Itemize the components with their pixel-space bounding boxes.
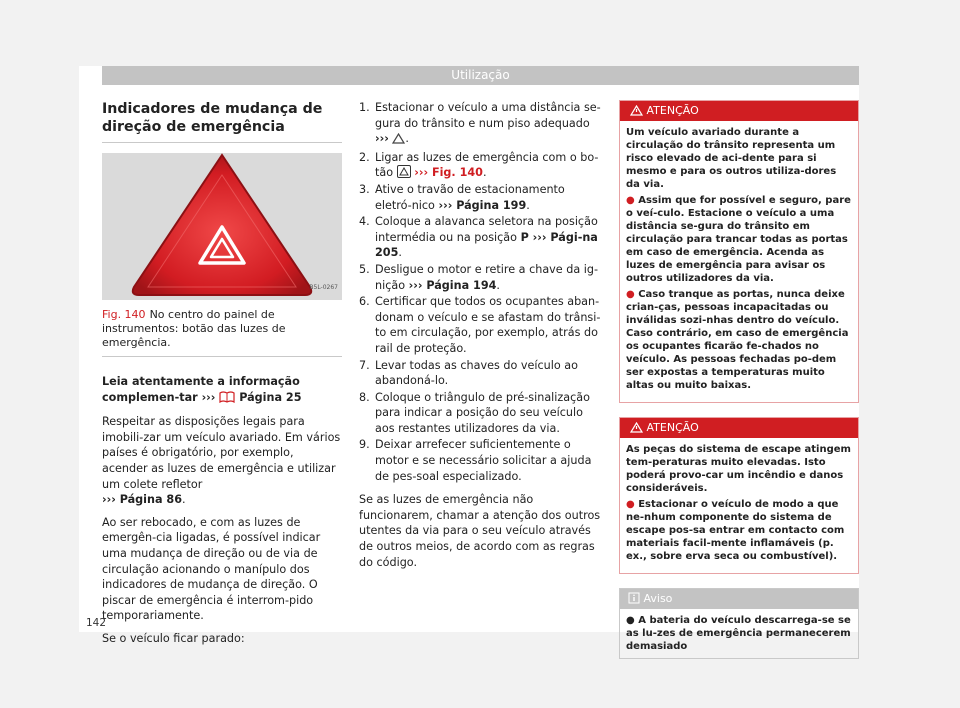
left-column (102, 100, 342, 654)
list-item (359, 150, 601, 181)
legal-text: Respeitar as disposições legais para imobili-zar um veículo avariado. Em vários países é obrigatório, por exemplo, acender as luzes de emergência e utilizar um colete refletor (102, 415, 341, 491)
step-end: . (526, 198, 530, 212)
step-number: 3. (359, 182, 370, 196)
warning-header (620, 418, 858, 438)
running-header: Utilização (102, 66, 859, 85)
warning-body (620, 438, 858, 573)
stopped-paragraph: Se o veículo ficar parado: (102, 631, 245, 645)
step-text: Estacionar o veículo a uma distância se-gura do trânsito e num piso adequado (375, 101, 601, 130)
figure-caption-text: No centro do painel de instrumentos: botão das luzes de emergência. (102, 308, 286, 349)
note-body (620, 609, 858, 658)
step-number: 4. (359, 215, 370, 229)
step-end: . (482, 166, 487, 180)
warning-box-2 (619, 417, 859, 574)
warning-body (620, 121, 858, 402)
warning-triangle-icon (630, 420, 643, 440)
hazard-button-icon (397, 165, 411, 178)
warning-bullet-text: Caso tranque as portas, nunca deixe crian-ças, pessoas incapacitadas ou inválidas sozi-nhas dentro do veículo. Caso contrário, em caso de emergência os ocupantes ficarão fe-chados no veículo. As pessoas fechadas po-dem ser expostas a temperaturas muito altas ou muito baixas. (626, 289, 849, 391)
hazard-button-figure (102, 153, 342, 300)
note-bullet: ● A bateria do veículo descarrega-se se as lu-zes de emergência permanecerem demasiado (626, 615, 851, 652)
hazard-button-illustration (102, 153, 342, 300)
step-text: Certificar que todos os ocupantes aban-donam o veículo e se afastam do trânsi-to em circulação, por exemplo, atrás do rail de proteção. (375, 295, 601, 355)
step-number: 9. (359, 438, 370, 452)
step-link[interactable]: ››› (375, 132, 389, 146)
warning-title: ATENÇÃO (646, 104, 699, 117)
warning-triangle-icon (392, 133, 405, 149)
step-text: Ligar as luzes de emergência com o bo-tão (375, 150, 599, 180)
warning-header (620, 101, 858, 121)
warning-intro: As peças do sistema de escape atingem tem-peraturas muito elevadas. Isto poderá provo-car um incêndio e danos consideráveis. (626, 444, 851, 494)
fallback-paragraph: Se as luzes de emergência não funcionarem, chamar a atenção dos outros utentes da via para o seu veículo através de outros meios, de acordo com as regras do código. (359, 493, 601, 569)
warning-triangle-icon (630, 103, 643, 123)
vest-page-link[interactable]: ››› Página 86 (102, 493, 182, 507)
warning-bullet: ● Assim que for possível e seguro, pare o veí-culo. Estacione o veículo a uma distância se-gura do trânsito em circulação para trancar todas as portas em caso de emergência. Acenda as luzes de emergência para avisar os outros utilizadores da via. (626, 195, 851, 284)
step-link[interactable]: ››› Página 194 (408, 278, 497, 292)
middle-column (359, 100, 601, 577)
list-item (359, 100, 601, 149)
section-title: Indicadores de mudança de direção de emergência (102, 101, 323, 135)
right-column (619, 100, 859, 659)
warning-bullet-text: Estacionar o veículo de modo a que ne-nhum componente do sistema de escape pos-sa entrar em contacto com materiais facil-mente inflamáveis (p. ex., sobre erva seca ou combustível). (626, 499, 845, 562)
page-number: 142 (86, 617, 107, 629)
warning-bullet: ● Caso tranque as portas, nunca deixe crian-ças, pessoas incapacitadas ou inválidas sozi-nhas dentro do veículo. Caso contrário, em caso de emergência os ocupantes ficarão fe-chados no veículo. As pessoas fechadas po-dem ser expostas a temperaturas muito altas ou muito baixas. (626, 289, 849, 391)
warning-box-1 (619, 100, 859, 403)
figure-caption (102, 308, 342, 350)
step-end: . (398, 246, 402, 260)
step-number: 6. (359, 295, 370, 309)
list-item (359, 214, 601, 261)
warning-intro: Um veículo avariado durante a circulação do trânsito representa um risco elevado de aci-dente para si mesmo e para os outros utiliza-dores da via. (626, 127, 837, 190)
lead-paragraph (102, 374, 342, 407)
step-end: . (405, 132, 409, 146)
step-number: 2. (359, 150, 370, 164)
list-item (359, 182, 601, 213)
step-link[interactable]: P ››› Pági-na 205 (375, 230, 598, 260)
step-number: 5. (359, 262, 370, 276)
list-item (359, 358, 601, 389)
list-item (359, 437, 601, 484)
note-bullet-text: A bateria do veículo descarrega-se se as lu-zes de emergência permanecerem demasiado (626, 615, 851, 652)
note-box (619, 588, 859, 659)
step-text: Desligue o motor e retire a chave da ig-nição (375, 262, 598, 292)
legal-end: . (182, 493, 186, 507)
step-link[interactable]: ››› Página 199 (438, 198, 527, 212)
book-icon (219, 391, 235, 408)
step-link[interactable]: ››› Fig. 140 (414, 166, 483, 180)
step-number: 1. (359, 101, 370, 114)
figure-number: Fig. 140 (102, 308, 146, 321)
step-text: Levar todas as chaves do veículo ao abandoná-lo. (375, 358, 578, 388)
steps-list (359, 100, 601, 484)
title-rule (102, 142, 342, 143)
note-header (620, 589, 858, 609)
note-title: Aviso (643, 592, 673, 605)
step-text: Deixar arrefecer suficientemente o motor e se necessário solicitar a ajuda de pes-soal especializado. (375, 438, 592, 483)
step-text: Coloque o triângulo de pré-sinalização para indicar a posição do seu veículo aos restantes utilizadores da via. (375, 390, 590, 435)
step-text: Ative o travão de estacionamento eletró-nico (375, 182, 565, 212)
warning-bullet-text: Assim que for possível e seguro, pare o veí-culo. Estacione o veículo a uma distância se-gura do trânsito em circulação para trancar todas as portas em caso de emergência. Acenda as luzes de emergência para avisar os outros utilizadores da via. (626, 195, 851, 284)
lead-page-link[interactable]: Página 25 (239, 390, 302, 404)
step-number: 8. (359, 390, 370, 404)
lead-text: Leia atentamente a informação complemen-tar ››› (102, 375, 300, 404)
info-icon (628, 591, 640, 611)
towing-paragraph: Ao ser rebocado, e com as luzes de emergên-cia ligadas, é possível indicar uma mudança de direção ou de via de circulação acionando o manípulo dos indicadores de mudança de direção. O piscar de emergência é interrom-pido temporariamente. (102, 515, 321, 623)
warning-bullet: ● Estacionar o veículo de modo a que ne-nhum componente do sistema de escape pos-sa entrar em contacto com materiais facil-mente inflamáveis (p. ex., sobre erva seca ou combustível). (626, 499, 845, 562)
list-item (359, 262, 601, 293)
step-number: 7. (359, 358, 370, 372)
warning-title: ATENÇÃO (646, 421, 699, 434)
legal-paragraph (102, 414, 342, 508)
list-item (359, 390, 601, 437)
list-item (359, 294, 601, 356)
figure-code: B5L-0267 (309, 284, 338, 292)
step-text: Coloque a alavanca seletora na posição intermédia ou na posição (375, 215, 598, 244)
step-end: . (496, 278, 500, 292)
